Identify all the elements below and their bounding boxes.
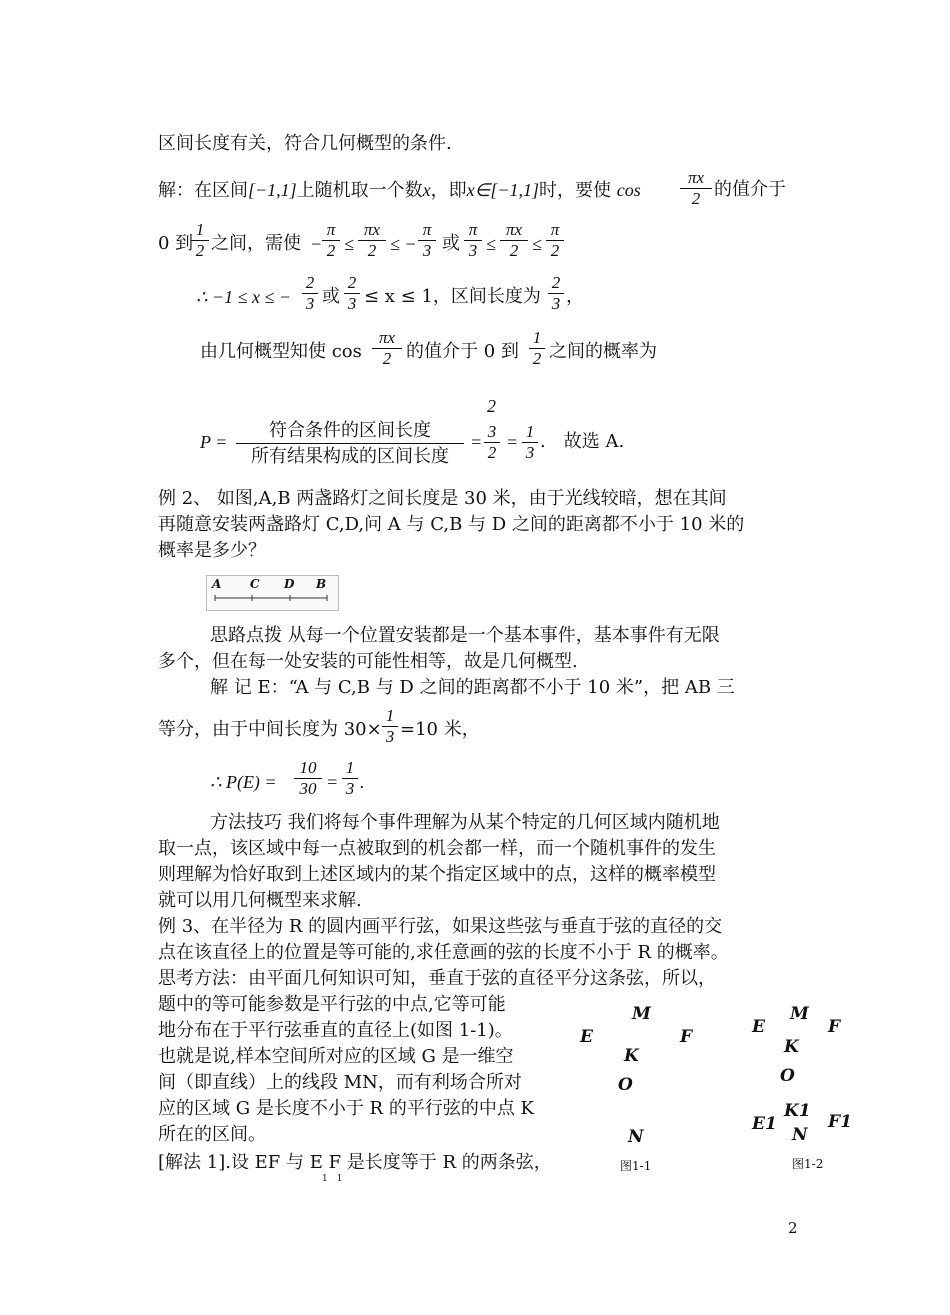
fraction-numerator: π (464, 220, 482, 241)
text-line: 思路点拨 从每一个位置安装都是一个基本事件，基本事件有无限 (210, 625, 720, 646)
text-span: 时，要使 (538, 180, 611, 201)
fraction-numerator: 10 (294, 758, 322, 779)
fraction (418, 220, 436, 261)
fraction-numerator: 1 (522, 422, 538, 443)
fraction-denominator: 3 (525, 443, 535, 462)
fig11-label-m: M (632, 1004, 651, 1024)
fraction-numerator: 1 (382, 706, 398, 727)
fraction (548, 273, 564, 314)
fraction (529, 328, 545, 369)
text-line: 由几何概型知使 cos (200, 341, 362, 362)
fraction-denominator: 3 (347, 294, 357, 313)
text-line: [解法 1].设 EF 与 E F 是长度等于 R 的两条弦， (158, 1152, 552, 1173)
fraction-numerator: 符合条件的区间长度 (236, 418, 464, 444)
fraction-denominator: 30 (299, 779, 317, 798)
fraction (464, 220, 482, 261)
fraction (358, 220, 386, 261)
text-line: 0 到 (158, 233, 194, 254)
math-span: = (326, 772, 339, 792)
fraction (484, 422, 500, 463)
fraction (522, 422, 538, 463)
fraction-denominator: 2 (326, 241, 336, 260)
fraction-denominator: 2 (509, 241, 519, 260)
text-line: 概率是多少？ (158, 540, 266, 561)
fraction-numerator: 3 (484, 422, 500, 443)
text-line: ≤ x ≤ 1，区间长度为 (364, 286, 541, 307)
fraction (191, 220, 209, 261)
page-number: 2 (788, 1219, 798, 1237)
fig11-label-k: K (624, 1046, 639, 1066)
text-span: 上随机取一个数 (296, 180, 423, 201)
fraction-denominator: 所有结果构成的区间长度 (251, 446, 449, 467)
fraction-numerator: π (546, 220, 564, 241)
text-line: 方法技巧 我们将每个事件理解为从某个特定的几何区域内随机地 (210, 812, 720, 833)
fraction (500, 220, 528, 261)
math-span: ≤ (532, 234, 542, 254)
fig12-label-f1: F1 (828, 1112, 852, 1132)
text-line: 应的区域 G 是长度不小于 R 的平行弦的中点 K (158, 1098, 534, 1119)
math-span: − (310, 234, 323, 254)
fraction-denominator: 3 (305, 294, 315, 313)
text-line: 题中的等可能参数是平行弦的中点,它等可能 (158, 994, 506, 1015)
fig12-label-e1: E1 (752, 1114, 777, 1134)
fig12-label-o: O (780, 1066, 795, 1086)
text-line: 之间的概率为 (549, 341, 657, 362)
math-span: = (506, 432, 519, 452)
fraction-numerator: 1 (191, 220, 209, 241)
text-line (158, 178, 641, 203)
text-line: 或 (442, 233, 460, 254)
fraction-denominator: 3 (468, 241, 478, 260)
math-span: 2 (487, 396, 496, 416)
text-line: 点在该直径上的位置是等可能的,求任意画的弦的长度不小于 R 的概率。 (158, 942, 729, 963)
math-span: = (470, 432, 483, 452)
fraction (372, 328, 402, 369)
fig11-label-n: N (628, 1127, 644, 1147)
fraction-denominator: 3 (422, 241, 432, 260)
fig11-label-e: E (580, 1027, 593, 1047)
fraction-denominator: 2 (195, 241, 205, 260)
fraction-numerator: 2 (344, 273, 360, 294)
text-line: 或 (322, 286, 340, 307)
fraction-numerator: 2 (548, 273, 564, 294)
math-span: ∴ P(E) = (210, 772, 277, 792)
fraction (546, 220, 564, 261)
text-line: . 故选 A. (540, 431, 625, 452)
fig12-caption: 图1-2 (792, 1157, 824, 1171)
math-span: cos (616, 180, 641, 200)
math-span: . (360, 772, 365, 792)
text-line: 所在的区间。 (158, 1124, 266, 1145)
fraction-numerator: πx (372, 328, 402, 349)
text-line: 地分布在于平行弦垂直的直径上(如图 1-1)。 (158, 1020, 513, 1041)
fig11-label-o: O (618, 1075, 633, 1095)
fig11-caption: 图1-1 (620, 1159, 652, 1173)
math-span: x (422, 180, 431, 200)
fig12-label-k1: K1 (784, 1101, 811, 1121)
fig12-label-k: K (784, 1037, 799, 1057)
text-line: 再随意安装两盏路灯 C,D,问 A 与 C,B 与 D 之间的距离都不小于 10 米的 (158, 514, 745, 535)
text-line: 思考方法：由平面几何知识可知，垂直于弦的直径平分这条弦，所以， (158, 968, 716, 989)
math-span: P = (200, 432, 228, 452)
fraction-numerator: πx (680, 168, 712, 189)
fraction (344, 273, 360, 314)
fig11-label-f: F (680, 1027, 693, 1047)
math-span: ∴ −1 ≤ x ≤ − (196, 287, 291, 307)
text-line: =10 米， (400, 719, 480, 740)
fraction (680, 168, 712, 209)
text-line: 取一点，该区域中每一点被取到的机会都一样，而一个随机事件的发生 (158, 838, 716, 859)
point-label-d: D (284, 577, 295, 591)
fig12-label-f: F (828, 1017, 841, 1037)
text-line: 之间，需使 (211, 233, 301, 254)
point-label-b: B (316, 577, 327, 591)
fraction-numerator: 1 (342, 758, 358, 779)
fraction-numerator: 1 (529, 328, 545, 349)
text-line: 解 记 E：“A 与 C,B 与 D 之间的距离都不小于 10 米”，把 AB 三 (210, 677, 735, 698)
math-span: ≤ (344, 234, 354, 254)
point-label-c: C (250, 577, 260, 591)
text-line: 就可以用几何概型来求解. (158, 890, 362, 911)
text-line: 例 2、 如图,A,B 两盏路灯之间长度是 30 米，由于光线较暗，想在其间 (158, 488, 727, 509)
fraction (236, 418, 464, 469)
text-line: 则理解为恰好取到上述区域内的某个指定区域中的点，这样的概率模型 (158, 864, 716, 885)
text-line: 的值介于 (714, 179, 786, 200)
text-line: 的值介于 0 到 (406, 341, 519, 362)
fraction-denominator: 2 (367, 241, 377, 260)
text-line: 区间长度有关，符合几何概型的条件. (158, 133, 452, 154)
fraction-numerator: π (322, 220, 340, 241)
fraction-numerator: π (418, 220, 436, 241)
math-span: [−1,1] (248, 180, 297, 200)
fraction (342, 758, 358, 799)
math-span: ≤ (486, 234, 496, 254)
fraction-denominator: 2 (691, 189, 701, 208)
fig12-label-e: E (752, 1017, 765, 1037)
subscript: 1 1 (322, 1174, 343, 1184)
fraction (302, 273, 318, 314)
fraction-denominator: 2 (550, 241, 560, 260)
point-label-a: A (212, 577, 222, 591)
text-line: 多个，但在每一处安装的可能性相等，故是几何概型. (158, 651, 578, 672)
text-line: ， (566, 286, 584, 307)
fraction-numerator: 2 (302, 273, 318, 294)
fraction (294, 758, 322, 799)
fraction-denominator: 3 (385, 727, 395, 746)
text-line: 例 3、在半径为 R 的圆内画平行弦，如果这些弦与垂直于弦的直径的交 (158, 916, 723, 937)
fig12-label-m: M (790, 1004, 809, 1024)
math-span: ≤ − (390, 234, 417, 254)
fraction (382, 706, 398, 747)
text-line: 也就是说,样本空间所对应的区域 G 是一维空 (158, 1046, 514, 1067)
fraction-denominator: 2 (487, 443, 497, 462)
text-line: 等分，由于中间长度为 30× (158, 719, 382, 740)
fig12-label-n: N (792, 1125, 808, 1145)
text-span: ，即 (430, 180, 467, 201)
text-span: 解：在区间 (158, 180, 248, 201)
fraction-denominator: 3 (551, 294, 561, 313)
fraction (322, 220, 340, 261)
fraction-denominator: 3 (345, 779, 355, 798)
text-line: 间（即直线）上的线段 MN，而有利场合所对 (158, 1072, 522, 1093)
fraction-denominator: 2 (382, 349, 392, 368)
fraction-numerator: πx (500, 220, 528, 241)
fraction-numerator: πx (358, 220, 386, 241)
fraction-denominator: 2 (532, 349, 542, 368)
math-span: x∈[−1,1] (466, 180, 539, 200)
